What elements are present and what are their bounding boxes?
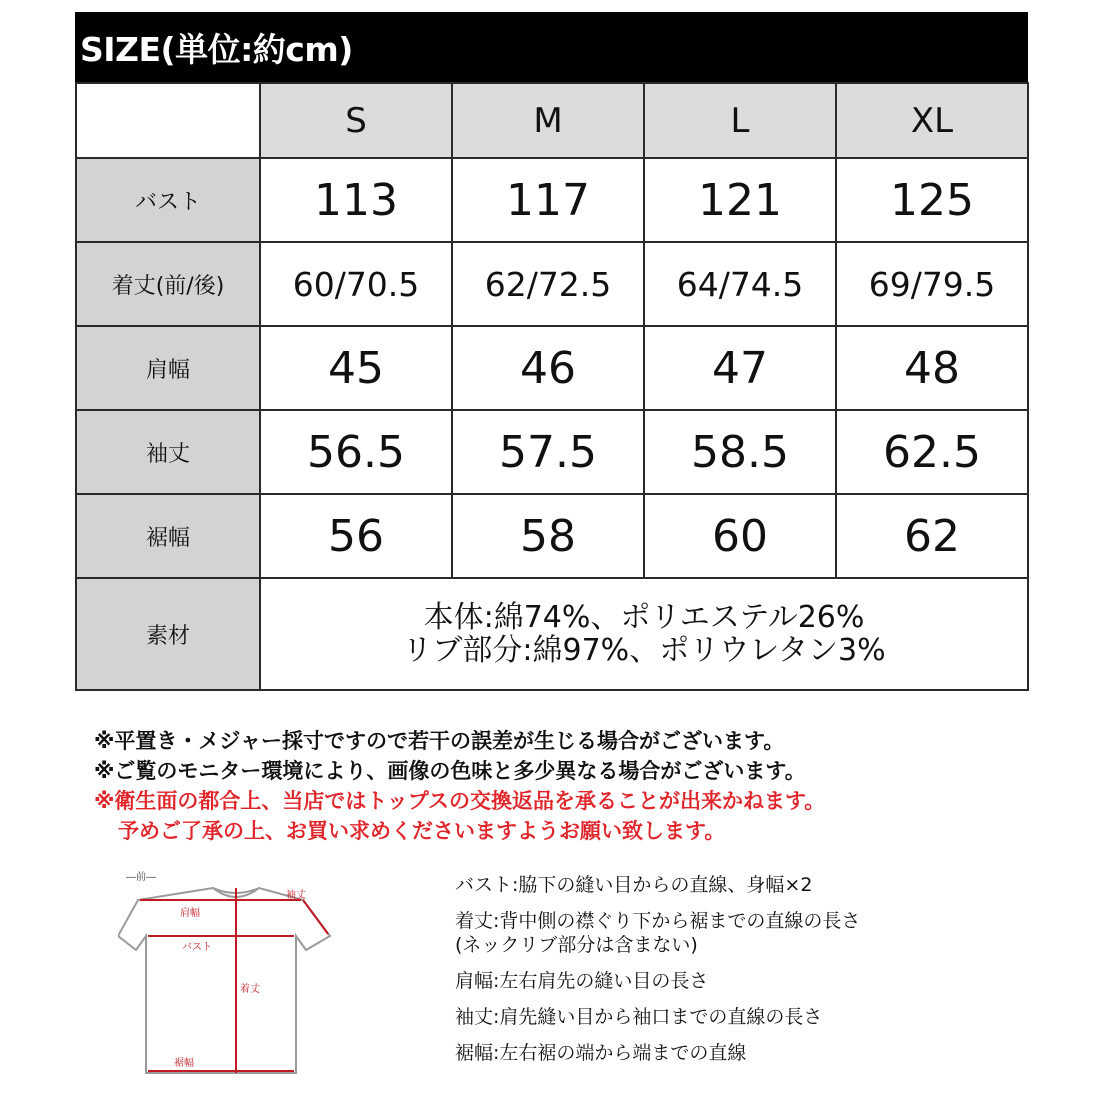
cell-value: 58.5	[644, 410, 836, 494]
table-row	[76, 494, 1028, 578]
note-line-red: 予めご了承の上、お買い求めくださいますようお願い致します。	[118, 819, 726, 843]
cell-value: 62/72.5	[452, 242, 644, 326]
diagram-label-length: 着丈	[240, 984, 260, 995]
row-label: バスト	[76, 158, 260, 242]
cell-value: 57.5	[452, 410, 644, 494]
material-cell	[260, 578, 1028, 690]
definition-text: 袖丈:肩先縫い目から袖口までの直線の長さ	[455, 1006, 823, 1028]
row-label: 肩幅	[76, 326, 260, 410]
definition-item	[455, 969, 860, 993]
definition-item	[455, 1005, 860, 1029]
row-label: 素材	[76, 578, 260, 690]
cell-value: 60	[644, 494, 836, 578]
cell-value: 47	[644, 326, 836, 410]
table-row	[76, 158, 1028, 242]
header-bar	[75, 12, 1028, 82]
definition-item	[455, 873, 860, 897]
row-label: 袖丈	[76, 410, 260, 494]
cell-value: 62	[836, 494, 1028, 578]
cell-value: 125	[836, 158, 1028, 242]
row-label: 着丈(前/後)	[76, 242, 260, 326]
size-head-xl: XL	[836, 83, 1028, 158]
definition-text: バスト:脇下の縫い目からの直線、身幅×2	[455, 874, 813, 896]
table-row	[76, 410, 1028, 494]
tshirt-outline-icon	[118, 868, 348, 1083]
diagram-label-shoulder: 肩幅	[180, 908, 200, 919]
note-line: ※ご覧のモニター環境により、画像の色味と多少異なる場合がございます。	[94, 759, 806, 783]
cell-value: 60/70.5	[260, 242, 452, 326]
cell-value: 69/79.5	[836, 242, 1028, 326]
definition-text: 肩幅:左右肩先の縫い目の長さ	[455, 970, 709, 992]
cell-value: 121	[644, 158, 836, 242]
size-head-l: L	[644, 83, 836, 158]
size-header-row	[76, 83, 1028, 158]
material-row	[76, 578, 1028, 690]
definition-text: 裾幅:左右裾の端から端までの直線	[455, 1042, 747, 1064]
corner-cell	[76, 83, 260, 158]
size-head-m: M	[452, 83, 644, 158]
definition-text: 着丈:背中側の襟ぐり下から裾までの直線の長さ	[455, 910, 861, 932]
front-label: ―前―	[126, 872, 156, 883]
notes	[94, 726, 825, 846]
material-line: リブ部分:綿97%、ポリウレタン3%	[402, 633, 886, 668]
diagram-label-sleeve: 袖丈	[286, 890, 306, 901]
diagram-label-bust: バスト	[182, 942, 212, 953]
size-table	[75, 82, 1029, 691]
row-label: 裾幅	[76, 494, 260, 578]
definition-item	[455, 1041, 860, 1065]
cell-value: 117	[452, 158, 644, 242]
material-line: 本体:綿74%、ポリエステル26%	[423, 600, 865, 635]
cell-value: 46	[452, 326, 644, 410]
page-title: SIZE(単位:約cm)	[80, 29, 353, 69]
diagram-label-hem: 裾幅	[174, 1058, 194, 1069]
note-line: ※平置き・メジャー採寸ですので若干の誤差が生じる場合がございます。	[94, 729, 785, 753]
definition-item	[455, 909, 860, 957]
cell-value: 62.5	[836, 410, 1028, 494]
tshirt-diagram	[118, 868, 348, 1083]
cell-value: 64/74.5	[644, 242, 836, 326]
cell-value: 58	[452, 494, 644, 578]
measurement-definitions	[455, 873, 860, 1077]
size-head-s: S	[260, 83, 452, 158]
cell-value: 48	[836, 326, 1028, 410]
definition-subtext: (ネックリブ部分は含まない)	[455, 934, 698, 956]
cell-value: 56.5	[260, 410, 452, 494]
cell-value: 56	[260, 494, 452, 578]
table-row	[76, 242, 1028, 326]
table-row	[76, 326, 1028, 410]
cell-value: 45	[260, 326, 452, 410]
note-line-red: ※衛生面の都合上、当店ではトップスの交換返品を承ることが出来かねます。	[94, 789, 826, 813]
cell-value: 113	[260, 158, 452, 242]
